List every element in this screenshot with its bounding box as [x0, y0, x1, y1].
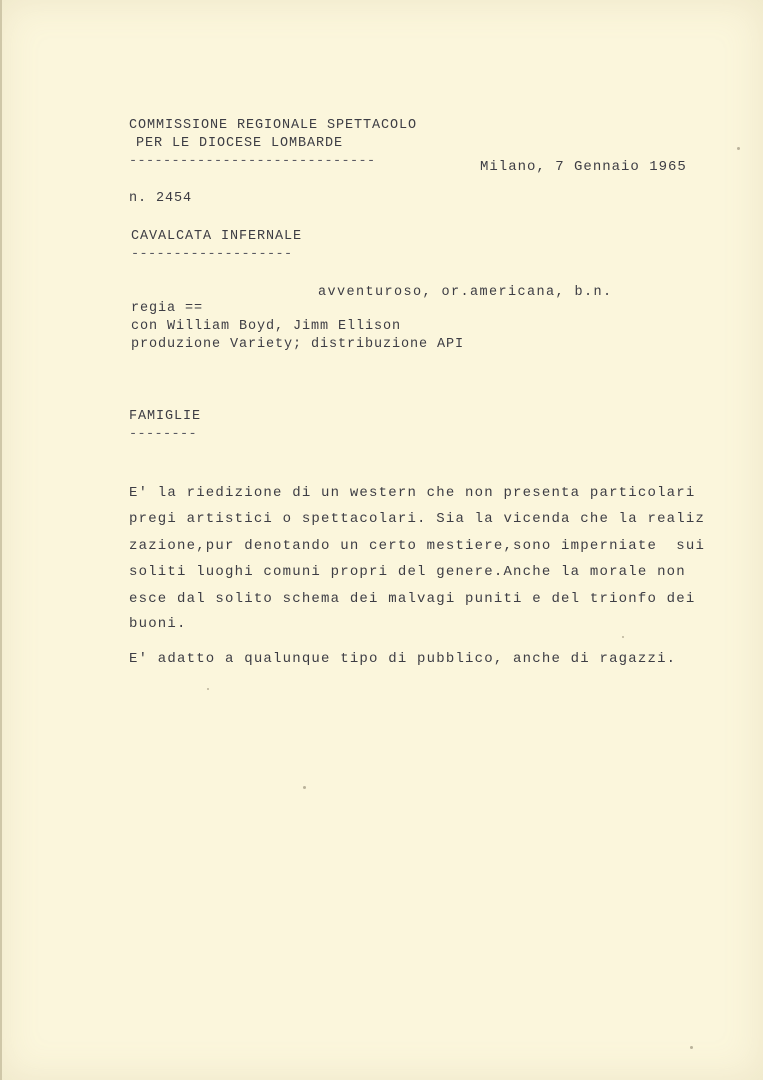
letterhead-line-2: PER LE DIOCESE LOMBARDE: [136, 136, 344, 151]
letterhead-underline: -----------------------------: [129, 154, 376, 169]
review-line-2: pregi artistici o spettacolari. Sia la vicenda che la realiz: [129, 511, 706, 527]
paper-speck: [690, 1046, 693, 1049]
paper-speck: [622, 636, 624, 638]
paper-edge: [0, 0, 2, 1080]
classification-label: FAMIGLIE: [129, 409, 202, 424]
film-production: produzione Variety; distribuzione API: [131, 337, 465, 352]
paper-speck: [207, 688, 209, 690]
film-director: regia ==: [131, 301, 204, 316]
film-cast: con William Boyd, Jimm Ellison: [131, 319, 402, 334]
review-line-4: soliti luoghi comuni propri del genere.Anche la morale non: [129, 564, 686, 580]
review-line-1: E' la riedizione di un western che non presenta particolari: [129, 485, 696, 501]
paper-speck: [303, 786, 306, 789]
review-line-6: buoni.: [129, 616, 187, 632]
protocol-number: n. 2454: [129, 191, 193, 206]
review-line-5: esce dal solito schema dei malvagi puniti e del trionfo dei: [129, 591, 696, 607]
paper-speck: [737, 147, 740, 150]
film-title-underline: -------------------: [131, 247, 293, 262]
document-date: Milano, 7 Gennaio 1965: [480, 159, 687, 175]
film-genre: avventuroso, or.americana, b.n.: [318, 285, 613, 300]
letterhead-line-1: COMMISSIONE REGIONALE SPETTACOLO: [129, 118, 418, 133]
classification-underline: --------: [129, 427, 198, 442]
review-conclusion: E' adatto a qualunque tipo di pubblico, anche di ragazzi.: [129, 651, 677, 667]
review-line-3: zazione,pur denotando un certo mestiere,sono imperniate sui: [129, 538, 706, 554]
film-title: CAVALCATA INFERNALE: [131, 229, 303, 244]
